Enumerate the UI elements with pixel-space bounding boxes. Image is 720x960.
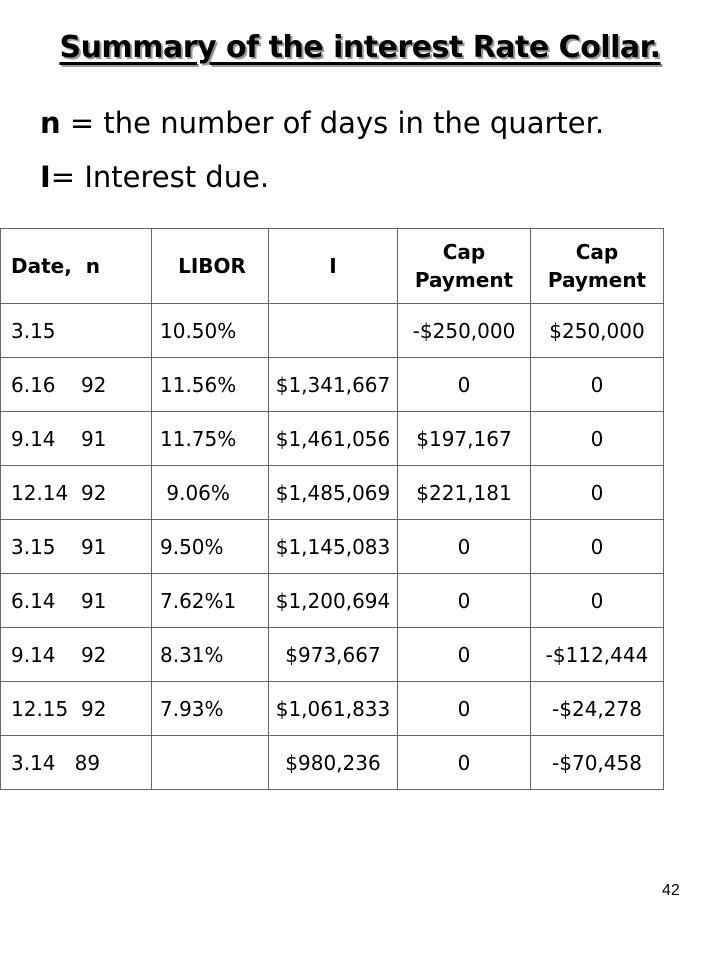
cell-date: 9.14 91 [1,412,152,466]
table-row [1,412,664,466]
page-number: 42 [662,882,680,899]
table-row [1,358,664,412]
collar-summary-table [0,228,664,790]
cell-interest: $980,236 [269,736,398,790]
table-row [1,628,664,682]
cell-interest: $1,145,083 [269,520,398,574]
cell-libor: 7.62%1 [152,574,269,628]
cell-interest: $1,341,667 [269,358,398,412]
cell-cap-payment: 0 [398,358,531,412]
table-body [1,304,664,790]
definition-i-text: = Interest due. [50,160,270,194]
cell-cap-payment: -$250,000 [398,304,531,358]
table-row [1,520,664,574]
cell-cap-payment-2: 0 [531,574,664,628]
cell-date: 12.15 92 [1,682,152,736]
cell-libor: 7.93% [152,682,269,736]
definition-i-symbol: I [40,160,51,194]
cell-libor: 11.75% [152,412,269,466]
definition-n-text: = the number of days in the quarter. [60,106,605,140]
cell-cap-payment: 0 [398,520,531,574]
table-row [1,466,664,520]
header-date: Date, n [1,229,152,304]
table-row [1,304,664,358]
table-row [1,682,664,736]
cell-cap-payment-2: -$70,458 [531,736,664,790]
cell-libor: 8.31% [152,628,269,682]
cell-libor [152,736,269,790]
cell-interest: $973,667 [269,628,398,682]
cell-libor: 11.56% [152,358,269,412]
cell-date: 3.15 91 [1,520,152,574]
cell-interest: $1,485,069 [269,466,398,520]
cell-interest: $1,461,056 [269,412,398,466]
cell-cap-payment: 0 [398,628,531,682]
cell-cap-payment-2: -$24,278 [531,682,664,736]
cell-interest: $1,061,833 [269,682,398,736]
cell-libor: 10.50% [152,304,269,358]
table-row [1,574,664,628]
cell-interest [269,304,398,358]
cell-cap-payment: $197,167 [398,412,531,466]
cell-cap-payment-2: 0 [531,358,664,412]
table-header-row [1,229,664,304]
cell-cap-payment: $221,181 [398,466,531,520]
definition-n [40,106,604,140]
cell-cap-payment-2: 0 [531,520,664,574]
header-cap-payment: Cap Payment [398,229,531,304]
slide-title: Summary of the interest Rate Collar. [59,30,661,65]
cell-cap-payment-2: 0 [531,466,664,520]
cell-libor: 9.06% [152,466,269,520]
cell-cap-payment: 0 [398,682,531,736]
cell-date: 12.14 92 [1,466,152,520]
header-cap-payment-2: Cap Payment [531,229,664,304]
cell-cap-payment-2: $250,000 [531,304,664,358]
header-libor: LIBOR [152,229,269,304]
cell-cap-payment-2: 0 [531,412,664,466]
cell-date: 9.14 92 [1,628,152,682]
cell-date: 6.16 92 [1,358,152,412]
cell-date: 6.14 91 [1,574,152,628]
definition-i [40,160,269,194]
cell-interest: $1,200,694 [269,574,398,628]
cell-date: 3.15 [1,304,152,358]
cell-cap-payment: 0 [398,574,531,628]
definition-n-symbol: n [40,106,61,140]
cell-date: 3.14 89 [1,736,152,790]
table-row [1,736,664,790]
header-interest: I [269,229,398,304]
cell-cap-payment: 0 [398,736,531,790]
cell-libor: 9.50% [152,520,269,574]
cell-cap-payment-2: -$112,444 [531,628,664,682]
